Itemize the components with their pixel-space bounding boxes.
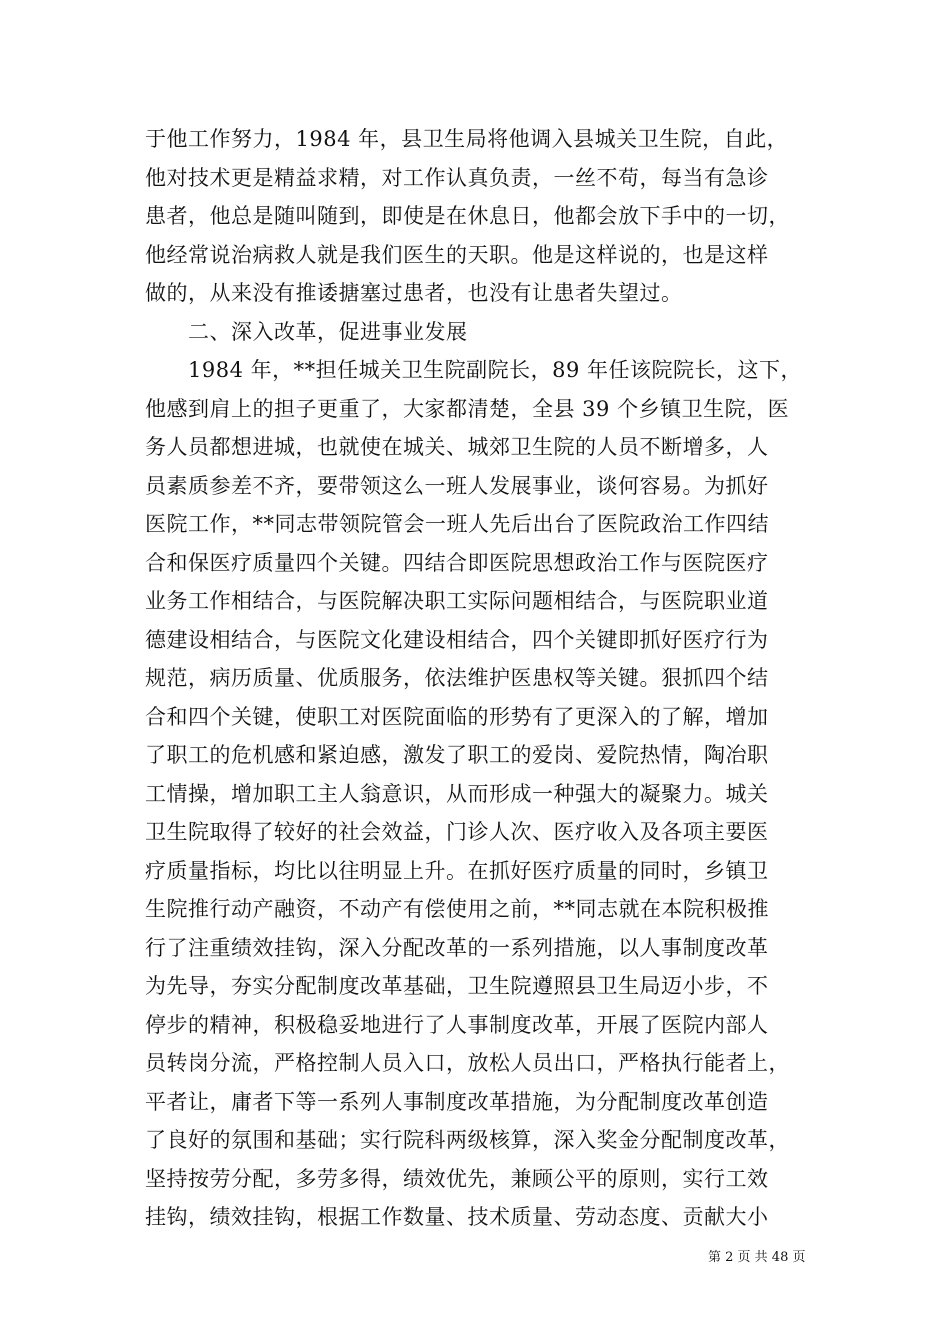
text-line: 了良好的氛围和基础；实行院科两级核算，深入奖金分配制度改革， <box>145 1128 790 1152</box>
text-line: 德建设相结合，与医院文化建设相结合，四个关键即抓好医疗行为 <box>145 627 769 652</box>
text-line: 坚持按劳分配，多劳多得，绩效优先，兼顾公平的原则，实行工效 <box>145 1166 769 1191</box>
text-line: 疗质量指标，均比以往明显上升。在抓好医疗质量的同时，乡镇卫 <box>145 858 769 883</box>
text-line: 患者，他总是随叫随到，即使是在休息日，他都会放下手中的一切， <box>145 204 790 228</box>
text-line: 他对技术更是精益求精，对工作认真负责，一丝不苟，每当有急诊 <box>145 165 769 190</box>
text-line: 务人员都想进城，也就使在城关、城郊卫生院的人员不断增多，人 <box>145 435 769 459</box>
body-text <box>145 120 805 1237</box>
section-heading: 二、深入改革，促进事业发展 <box>145 319 468 344</box>
text-line: 做的，从来没有推诿搪塞过患者，也没有让患者失望过。 <box>145 281 683 305</box>
text-line: 员转岗分流，严格控制人员入口，放松人员出口，严格执行能者上， <box>145 1051 790 1075</box>
text-line: 为先导，夯实分配制度改革基础，卫生院遵照县卫生局迈小步，不 <box>145 974 769 998</box>
text-line: 生院推行动产融资，不动产有偿使用之前，**同志就在本院积极推 <box>145 897 769 921</box>
text-line: 业务工作相结合，与医院解决职工实际问题相结合，与医院职业道 <box>145 589 769 613</box>
text-line: 1984 年，**担任城关卫生院副院长，89 年任该院院长，这下， <box>145 358 803 382</box>
text-line: 于他工作努力，1984 年，县卫生局将他调入县城关卫生院，自此， <box>145 127 789 151</box>
text-line: 工情操，增加职工主人翁意识，从而形成一种强大的凝聚力。城关 <box>145 781 769 806</box>
text-line: 卫生院取得了较好的社会效益，门诊人次、医疗收入及各项主要医 <box>145 820 769 844</box>
text-line: 他经常说治病救人就是我们医生的天职。他是这样说的，也是这样 <box>145 242 769 267</box>
text-line: 行了注重绩效挂钩，深入分配改革的一系列措施，以人事制度改革 <box>145 935 769 960</box>
text-line: 合和四个关键，使职工对医院面临的形势有了更深入的了解，增加 <box>145 704 769 729</box>
page-number: 第 2 页 共 48 页 <box>708 1250 806 1265</box>
text-line: 医院工作，**同志带领院管会一班人先后出台了医院政治工作四结 <box>145 512 769 536</box>
text-line: 规范，病历质量、优质服务，依法维护医患权等关键。狠抓四个结 <box>145 666 769 690</box>
text-line: 他感到肩上的担子更重了，大家都清楚，全县 39 个乡镇卫生院，医 <box>145 396 790 421</box>
text-line: 员素质参差不齐，要带领这么一班人发展事业，谈何容易。为抓好 <box>145 473 769 498</box>
text-line: 挂钩，绩效挂钩，根据工作数量、技术质量、劳动态度、贡献大小 <box>145 1205 769 1229</box>
text-line: 停步的精神，积极稳妥地进行了人事制度改革，开展了医院内部人 <box>145 1012 769 1037</box>
text-line: 了职工的危机感和紧迫感，激发了职工的爱岗、爱院热情，陶冶职 <box>145 743 769 767</box>
text-line: 平者让，庸者下等一系列人事制度改革措施，为分配制度改革创造 <box>145 1089 769 1114</box>
text-line: 合和保医疗质量四个关键。四结合即医院思想政治工作与医院医疗 <box>145 550 769 575</box>
